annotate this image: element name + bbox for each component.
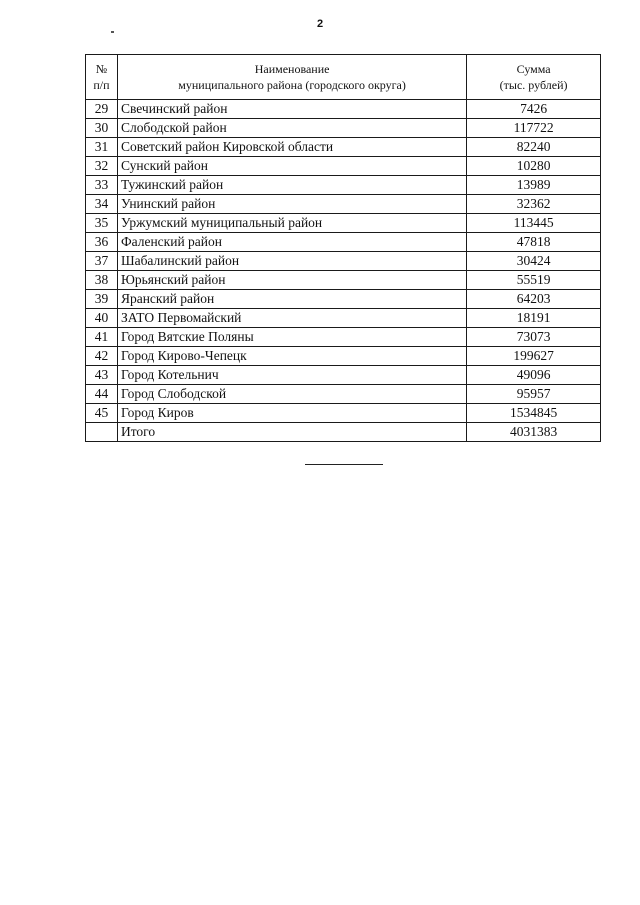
table-row [86, 233, 601, 252]
table-row [86, 385, 601, 404]
row-name: Советский район Кировской области [117, 138, 466, 157]
row-number: 31 [86, 138, 118, 157]
row-sum: 73073 [467, 328, 601, 347]
row-sum: 49096 [467, 366, 601, 385]
row-number: 45 [86, 404, 118, 423]
total-row [86, 423, 601, 442]
row-sum: 55519 [467, 271, 601, 290]
table-row [86, 290, 601, 309]
row-number: 34 [86, 195, 118, 214]
row-number: 41 [86, 328, 118, 347]
row-sum: 117722 [467, 119, 601, 138]
header-sum [467, 55, 601, 100]
row-number: 43 [86, 366, 118, 385]
row-name: Город Кирово-Чепецк [117, 347, 466, 366]
row-number: 35 [86, 214, 118, 233]
header-name [117, 55, 466, 100]
header-number-line2: п/п [93, 78, 110, 92]
row-number: 36 [86, 233, 118, 252]
row-name: Тужинский район [117, 176, 466, 195]
row-name: Сунский район [117, 157, 466, 176]
row-number: 38 [86, 271, 118, 290]
row-sum: 199627 [467, 347, 601, 366]
row-number: 29 [86, 100, 118, 119]
row-name: Город Слободской [117, 385, 466, 404]
total-label: Итого [117, 423, 466, 442]
row-name: Шабалинский район [117, 252, 466, 271]
row-name: Уржумский муниципальный район [117, 214, 466, 233]
row-sum: 10280 [467, 157, 601, 176]
row-sum: 47818 [467, 233, 601, 252]
row-number: 37 [86, 252, 118, 271]
row-name: Свечинский район [117, 100, 466, 119]
row-name: Город Вятские Поляны [117, 328, 466, 347]
row-name: Слободской район [117, 119, 466, 138]
row-number: 44 [86, 385, 118, 404]
page-number: 2 [316, 18, 324, 30]
table-row [86, 195, 601, 214]
table-row [86, 404, 601, 423]
row-number: 32 [86, 157, 118, 176]
table-row [86, 214, 601, 233]
row-sum: 30424 [467, 252, 601, 271]
scan-speck [111, 31, 114, 33]
header-name-line1: Наименование [254, 62, 330, 76]
table-row [86, 119, 601, 138]
table-body [86, 100, 601, 442]
row-number: 30 [86, 119, 118, 138]
table-row [86, 366, 601, 385]
allocation-table [85, 54, 601, 442]
table-row [86, 271, 601, 290]
row-name: Город Котельнич [117, 366, 466, 385]
table-header-row [86, 55, 601, 100]
row-sum: 13989 [467, 176, 601, 195]
header-name-line2: муниципального района (городского округа) [178, 78, 406, 92]
row-number: 33 [86, 176, 118, 195]
row-sum: 64203 [467, 290, 601, 309]
table-row [86, 347, 601, 366]
table-row [86, 100, 601, 119]
table-row [86, 157, 601, 176]
row-sum: 18191 [467, 309, 601, 328]
row-sum: 113445 [467, 214, 601, 233]
total-row-number-empty [86, 423, 118, 442]
row-name: Яранский район [117, 290, 466, 309]
table-row [86, 309, 601, 328]
row-name: Юрьянский район [117, 271, 466, 290]
row-sum: 1534845 [467, 404, 601, 423]
row-name: Город Киров [117, 404, 466, 423]
row-name: ЗАТО Первомайский [117, 309, 466, 328]
closing-divider-line [305, 464, 383, 465]
row-name: Фаленский район [117, 233, 466, 252]
table-row [86, 176, 601, 195]
header-number [86, 55, 118, 100]
row-name: Унинский район [117, 195, 466, 214]
row-number: 42 [86, 347, 118, 366]
row-number: 40 [86, 309, 118, 328]
row-sum: 32362 [467, 195, 601, 214]
table-row [86, 252, 601, 271]
row-sum: 82240 [467, 138, 601, 157]
row-sum: 95957 [467, 385, 601, 404]
table-row [86, 328, 601, 347]
header-number-line1: № [95, 62, 108, 76]
header-sum-line2: (тыс. рублей) [499, 78, 568, 92]
row-number: 39 [86, 290, 118, 309]
header-sum-line1: Сумма [516, 62, 551, 76]
total-sum: 4031383 [467, 423, 601, 442]
row-sum: 7426 [467, 100, 601, 119]
table-row [86, 138, 601, 157]
